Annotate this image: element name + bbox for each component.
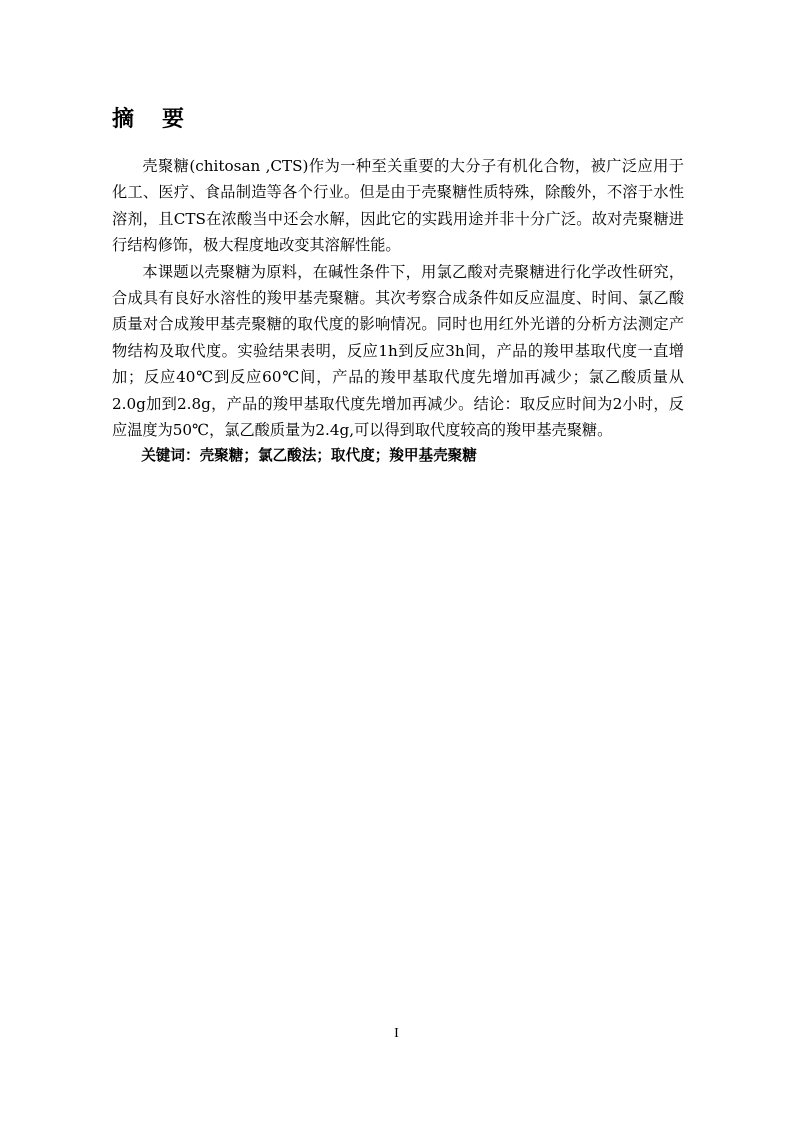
page-number: I — [394, 1026, 399, 1041]
keywords-line: 关键词：壳聚糖；氯乙酸法；取代度；羧甲基壳聚糖 — [141, 447, 477, 465]
heading-char-yao: 要 — [162, 107, 185, 132]
abstract-paragraph-1: 壳聚糖(chitosan ,CTS)作为一种至关重要的大分子有机化合物，被广泛应用于化工、医疗、食品制造等各个行业。但是由于壳聚糖性质特殊，除酸外，不溶于水性溶剂，且CTS在浓酸当中还会水解，因此它的实践用途并非十分广泛。故对壳聚糖进行结构修饰，极大程度地改变其溶解性能。 — [112, 157, 684, 255]
heading-char-zhai: 摘 — [112, 107, 135, 132]
abstract-paragraph-2: 本课题以壳聚糖为原料，在碱性条件下，用氯乙酸对壳聚糖进行化学改性研究，合成具有良好水溶性的羧甲基壳聚糖。其次考察合成条件如反应温度、时间、氯乙酸质量对合成羧甲基壳聚糖的取代度的影响情况。同时也用红外光谱的分析方法测定产物结构及取代度。实验结果表明，反应1h到反应3h间，产品的羧甲基取代度一直增加；反应40℃到反应60℃间，产品的羧甲基取代度先增加再减少；氯乙酸质量从2.0g加到2.8g，产品的羧甲基取代度先增加再减少。结论：取反应时间为2小时，反应温度为50℃，氯乙酸质量为2.4g,可以得到取代度较高的羧甲基壳聚糖。 — [112, 262, 684, 440]
abstract-body — [112, 153, 684, 470]
abstract-heading — [112, 102, 184, 133]
